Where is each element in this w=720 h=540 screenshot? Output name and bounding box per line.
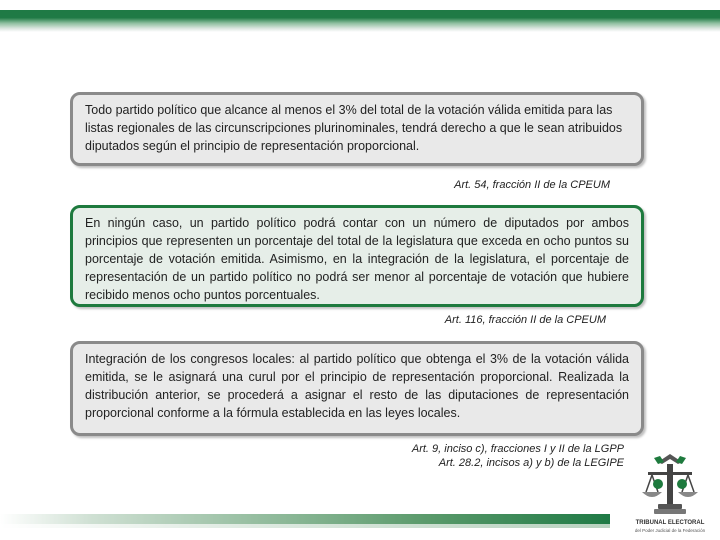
citation-line: Art. 116, fracción II de la CPEUM [444, 314, 606, 326]
bottom-footer-bar [0, 514, 610, 524]
citation-article-54 [300, 178, 610, 192]
citation-article-9 [300, 442, 624, 470]
text-box-article-9 [70, 341, 644, 436]
article-116-text: En ningún caso, un partido político podrá contar con un número de diputados por ambos principios que representen un porcentaje del total de la legislatura que exceda en ocho puntos su porcentaje de votación emitida. Asimismo, en la integración de la legislatura, el porcentaje de representación de un partido político no podrá ser menor al porcentaje de votación que hubiere recibido menos ocho puntos porcentuales. [85, 216, 629, 302]
citation-line: Art. 9, inciso c), fracciones I y II de la LGPP [411, 443, 624, 455]
logo-title: TRIBUNAL ELECTORAL [635, 520, 705, 526]
citation-line: Art. 28.2, incisos a) y b) de la LEGIPE [438, 457, 624, 469]
citation-article-116 [300, 313, 606, 327]
top-header-bar [0, 10, 720, 32]
text-box-article-54 [70, 92, 644, 166]
logo-subtitle: del Poder Judicial de la Federación [634, 528, 706, 533]
text-box-article-116 [70, 205, 644, 307]
bottom-footer-strip [0, 524, 610, 528]
citation-line: Art. 54, fracción II de la CPEUM [454, 179, 610, 191]
article-54-text: Todo partido político que alcance al menos el 3% del total de la votación válida emitida para las listas regionales de las circunscripciones plurinominales, tendrá derecho a que le sean atribuidos diputados según el principio de representación proporcional. [85, 103, 623, 153]
article-9-text: Integración de los congresos locales: al partido político que obtenga el 3% de la votación válida emitida, se le asignará una curul por el principio de representación proporcional. Realizada la distribución anterior, se procederá a asignar el resto de las diputaciones de representación proporcional conforme a la fórmula establecida en las leyes locales. [85, 352, 629, 420]
